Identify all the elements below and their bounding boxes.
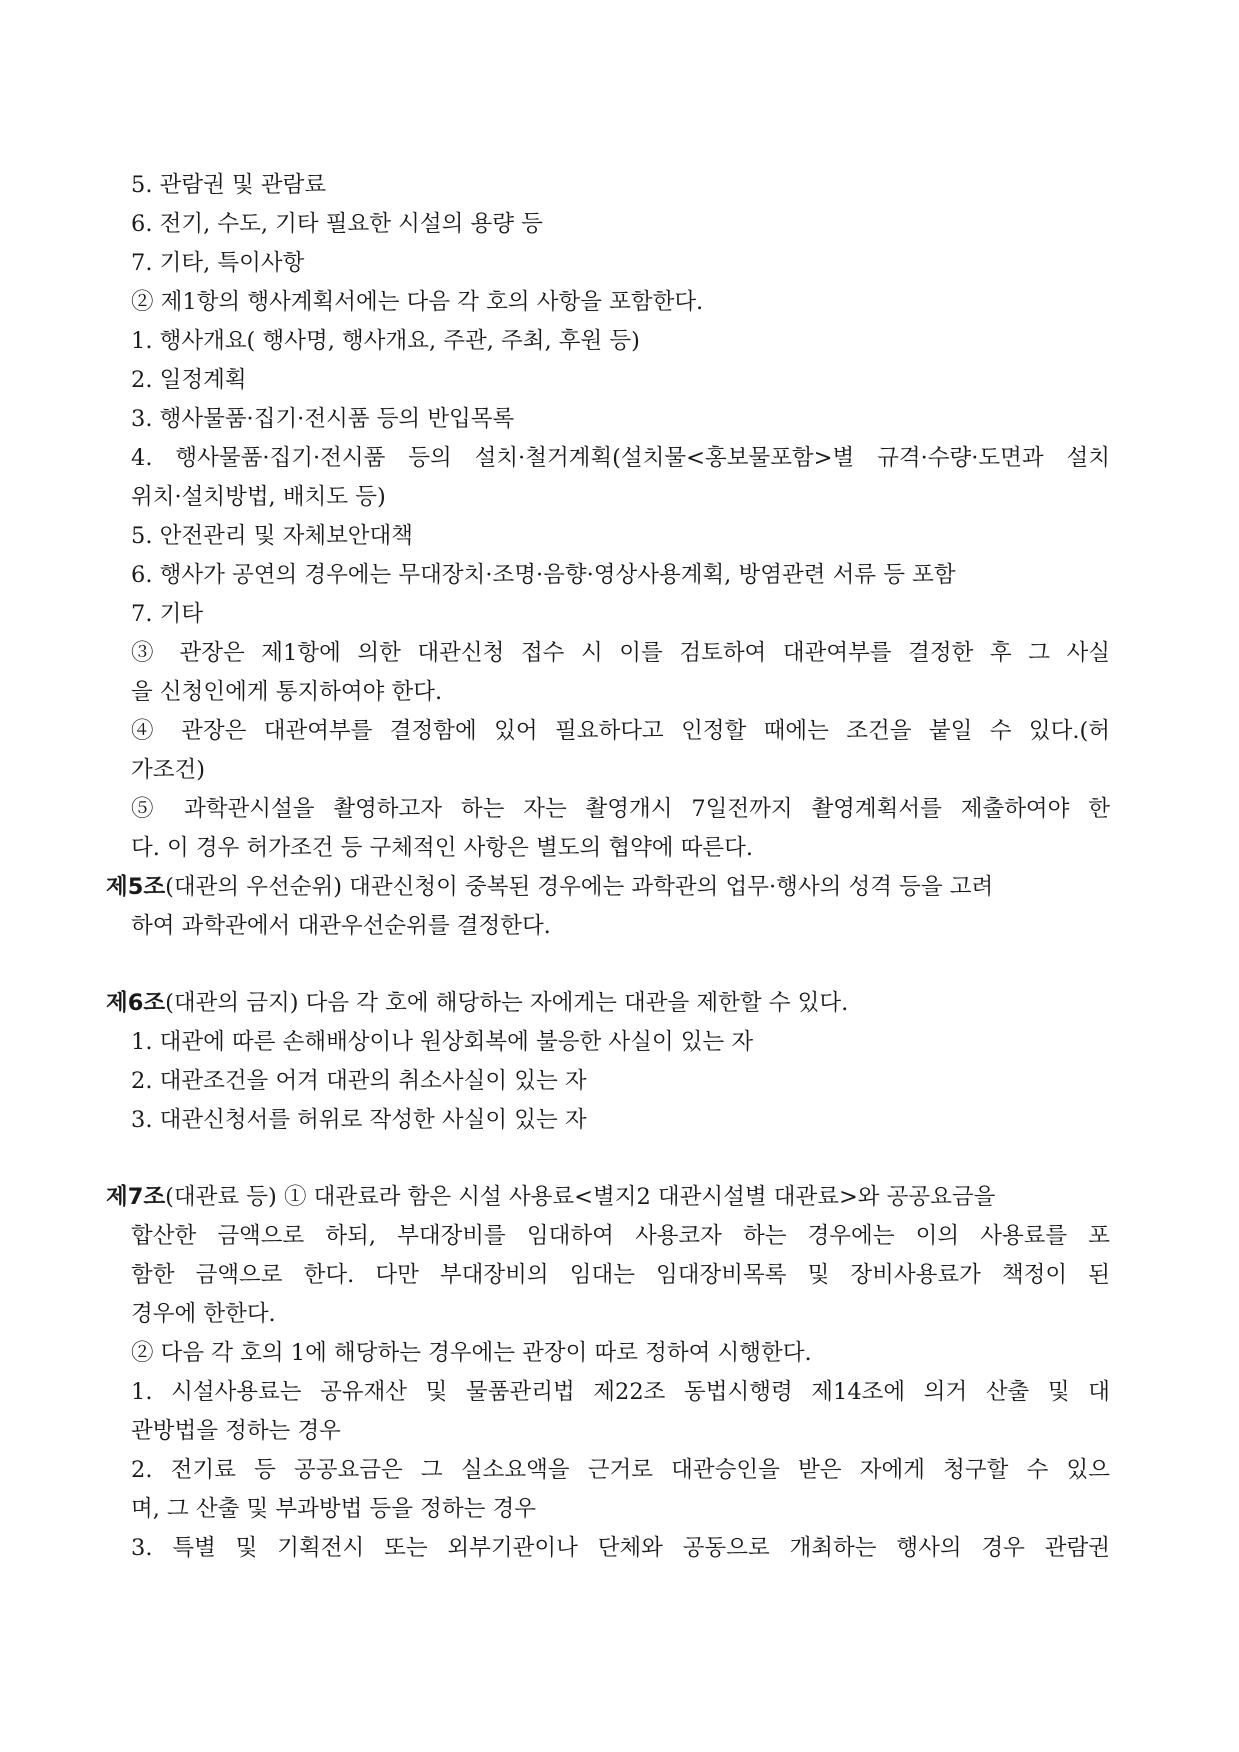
article-6-item-2: 2. 대관조건을 어겨 대관의 취소사실이 있는 자 (131, 1068, 587, 1094)
article-7-item-1-cont: 관방법을 정하는 경우 (131, 1418, 341, 1444)
article-5 (106, 872, 1110, 902)
paragraph-3-cont: 을 신청인에게 통지하여야 한다. (131, 679, 443, 705)
item-4-installation: 4. 행사물품·집기·전시품 등의 설치·철거계획(설치물<홍보물포함>별 규격·수량·도면과 설치 (131, 445, 1110, 471)
article-6 (106, 988, 848, 1018)
article-7-item-1: 1. 시설사용료는 공유재산 및 물품관리법 제22조 동법시행령 제14조에 의거 산출 및 대 (131, 1379, 1110, 1405)
item-7-misc: 7. 기타 (131, 601, 204, 627)
article-7-paragraph-2: ② 다음 각 호의 1에 해당하는 경우에는 관장이 따로 정하여 시행한다. (131, 1340, 812, 1366)
article-6-text: (대관의 금지) 다음 각 호에 해당하는 자에게는 대관을 제한할 수 있다. (165, 990, 849, 1016)
article-7-item-2: 2. 전기료 등 공공요금은 그 실소요액을 근거로 대관승인을 받은 자에게 청구할 수 있으 (131, 1457, 1110, 1483)
article-5-label: 제5조 (106, 874, 166, 900)
item-5-admission: 5. 관람권 및 관람료 (131, 172, 327, 198)
paragraph-4-cont: 가조건) (131, 757, 205, 783)
paragraph-4: ④ 관장은 대관여부를 결정함에 있어 필요하다고 인정할 때에는 조건을 붙일 수 있다.(허 (131, 718, 1110, 744)
article-7-label: 제7조 (106, 1184, 166, 1210)
article-6-item-3: 3. 대관신청서를 허위로 작성한 사실이 있는 자 (131, 1107, 587, 1133)
paragraph-3: ③ 관장은 제1항에 의한 대관신청 접수 시 이를 검토하여 대관여부를 결정한 후 그 사실 (131, 640, 1110, 666)
article-7-line-4: 경우에 한한다. (131, 1301, 276, 1327)
article-5-text: (대관의 우선순위) 대관신청이 중복된 경우에는 과학관의 업무·행사의 성격 등을 고려 (165, 874, 994, 900)
item-3-inventory: 3. 행사물품·집기·전시품 등의 반입목록 (131, 406, 515, 432)
article-7 (106, 1182, 1110, 1212)
article-6-label: 제6조 (106, 990, 166, 1016)
paragraph-2-intro: ② 제1항의 행사계획서에는 다음 각 호의 사항을 포함한다. (131, 289, 704, 315)
item-5-safety: 5. 안전관리 및 자체보안대책 (131, 523, 414, 549)
article-7-item-2-cont: 며, 그 산출 및 부과방법 등을 정하는 경우 (131, 1496, 536, 1522)
paragraph-5: ⑤ 과학관시설을 촬영하고자 하는 자는 촬영개시 7일전까지 촬영계획서를 제출하여야 한 (131, 796, 1110, 822)
paragraph-5-cont: 다. 이 경우 허가조건 등 구체적인 사항은 별도의 협약에 따른다. (131, 835, 754, 861)
item-6-performance: 6. 행사가 공연의 경우에는 무대장치·조명·음향·영상사용계획, 방염관련 서류 등 포함 (131, 562, 956, 588)
article-5-cont: 하여 과학관에서 대관우선순위를 결정한다. (131, 913, 551, 939)
article-7-item-3: 3. 특별 및 기획전시 또는 외부기관이나 단체와 공동으로 개최하는 행사의 경우 관람권 (131, 1535, 1110, 1561)
article-7-line-2: 합산한 금액으로 하되, 부대장비를 임대하여 사용코자 하는 경우에는 이의 사용료를 포 (131, 1223, 1110, 1249)
item-1-overview: 1. 행사개요( 행사명, 행사개요, 주관, 주최, 후원 등) (131, 328, 640, 354)
item-6-utilities: 6. 전기, 수도, 기타 필요한 시설의 용량 등 (131, 211, 543, 237)
item-2-schedule: 2. 일정계획 (131, 367, 247, 393)
article-7-text: (대관료 등) ① 대관료라 함은 시설 사용료<별지2 대관시설별 대관료>와 공공요금을 (165, 1184, 996, 1210)
article-6-item-1: 1. 대관에 따른 손해배상이나 원상회복에 불응한 사실이 있는 자 (131, 1029, 754, 1055)
item-7-other: 7. 기타, 특이사항 (131, 250, 305, 276)
item-4-installation-cont: 위치·설치방법, 배치도 등) (131, 484, 386, 510)
article-7-line-3: 함한 금액으로 한다. 다만 부대장비의 임대는 임대장비목록 및 장비사용료가 책정이 된 (131, 1262, 1110, 1288)
